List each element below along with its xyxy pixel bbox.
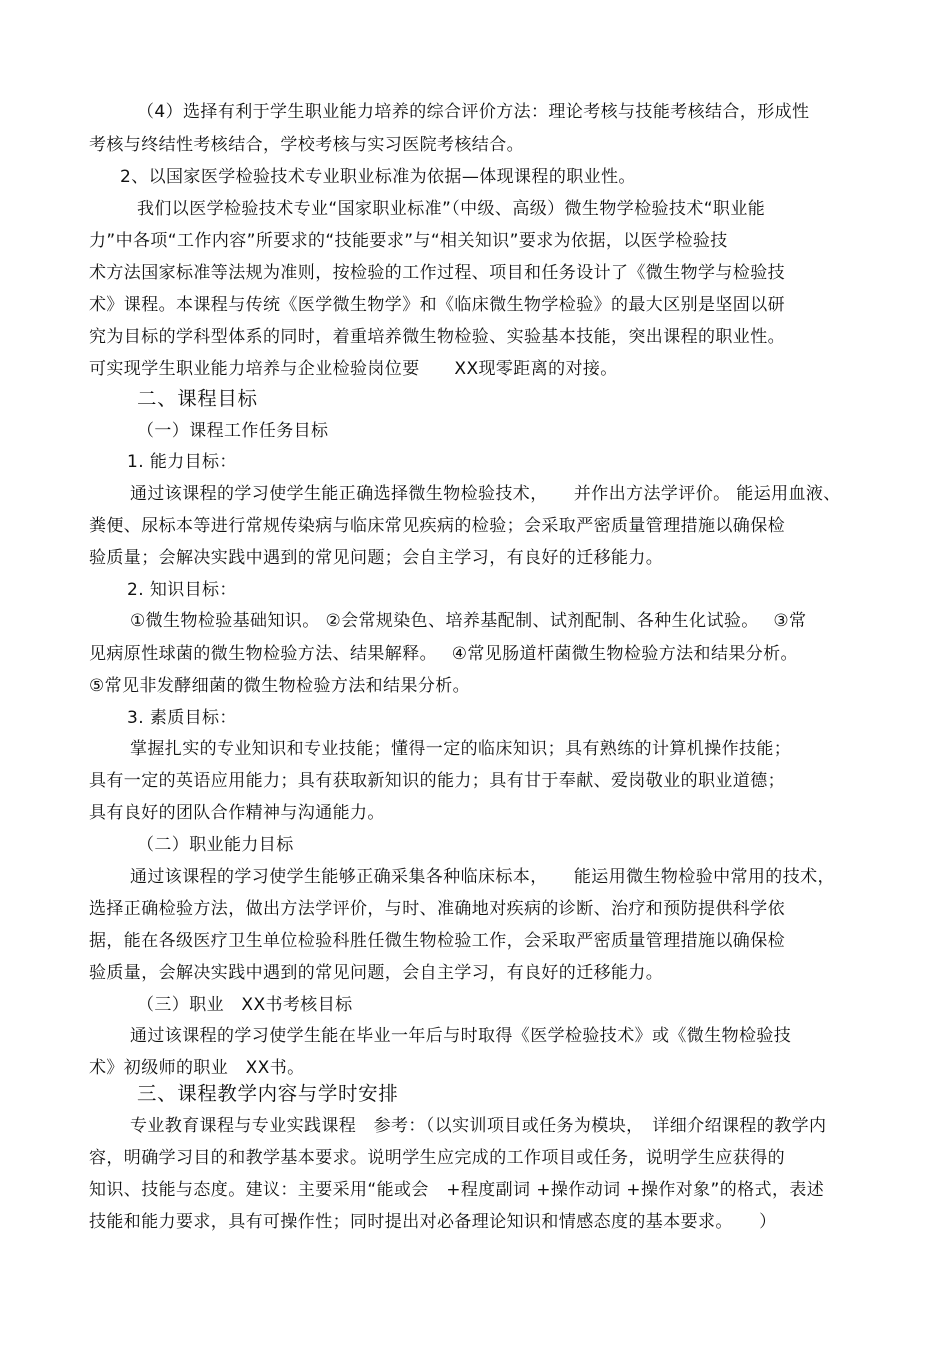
text-line: 通过该课程的学习使学生能在毕业一年后与时取得《医学检验技术》或《微生物检验技 bbox=[130, 1026, 792, 1046]
text-line: 见病原性球菌的微生物检验方法、结果解释。 ④常见肠道杆菌微生物检验方法和结果分析。 bbox=[89, 644, 798, 664]
subsection-heading: （二）职业能力目标 bbox=[137, 835, 294, 855]
text-line: 通过该课程的学习使学生能够正确采集各种临床标本， 能运用微生物检验中常用的技术， bbox=[130, 867, 835, 887]
item-heading: 2. 知识目标： bbox=[127, 580, 237, 600]
text-line: 具有一定的英语应用能力；具有获取新知识的能力；具有甘于奉献、爱岗敬业的职业道德； bbox=[89, 771, 785, 791]
text-line: 可实现学生职业能力培养与企业检验岗位要 XX现零距离的对接。 bbox=[89, 359, 618, 379]
text-line: ⑤常见非发酵细菌的微生物检验方法和结果分析。 bbox=[89, 676, 471, 696]
subsection-heading: （一）课程工作任务目标 bbox=[137, 421, 329, 441]
text-line: 2、以国家医学检验技术专业职业标准为依据—体现课程的职业性。 bbox=[120, 167, 636, 187]
item-heading: 1. 能力目标： bbox=[127, 452, 237, 472]
text-line: ①微生物检验基础知识。 ②会常规染色、培养基配制、试剂配制、各种生化试验。 ③常 bbox=[130, 611, 807, 631]
text-line: 验质量，会解决实践中遇到的常见问题，会自主学习，有良好的迁移能力。 bbox=[89, 963, 664, 983]
item-heading: 3. 素质目标： bbox=[127, 708, 237, 728]
text-line: 究为目标的学科型体系的同时，着重培养微生物检验、实验基本技能，突出课程的职业性。 bbox=[89, 327, 785, 347]
section-heading: 二、课程目标 bbox=[137, 387, 258, 410]
text-line: 我们以医学检验技术专业“国家职业标准”（中级、高级）微生物学检验技术“职业能 bbox=[137, 199, 766, 219]
text-line: 选择正确检验方法，做出方法学评价，与时、准确地对疾病的诊断、治疗和预防提供科学依 bbox=[89, 899, 785, 919]
text-line: （4）选择有利于学生职业能力培养的综合评价方法：理论考核与技能考核结合，形成性 bbox=[137, 102, 810, 122]
text-line: 考核与终结性考核结合，学校考核与实习医院考核结合。 bbox=[89, 135, 524, 155]
text-line: 专业教育课程与专业实践课程 参考：（以实训项目或任务为模块， 详细介绍课程的教学内 bbox=[130, 1116, 827, 1136]
text-line: 术》课程。本课程与传统《医学微生物学》和《临床微生物学检验》的最大区别是坚固以研 bbox=[89, 295, 785, 315]
text-line: 掌握扎实的专业知识和专业技能；懂得一定的临床知识；具有熟练的计算机操作技能； bbox=[130, 739, 792, 759]
text-line: 据，能在各级医疗卫生单位检验科胜任微生物检验工作，会采取严密质量管理措施以确保检 bbox=[89, 931, 785, 951]
text-line: 粪便、尿标本等进行常规传染病与临床常见疾病的检验；会采取严密质量管理措施以确保检 bbox=[89, 516, 785, 536]
text-line: 知识、技能与态度。建议：主要采用“能或会 +程度副词 +操作动词 +操作对象”的格式，表述 bbox=[89, 1180, 825, 1200]
text-line: 具有良好的团队合作精神与沟通能力。 bbox=[89, 803, 385, 823]
text-line: 力”中各项“工作内容”所要求的“技能要求”与“相关知识”要求为依据，以医学检验技 bbox=[89, 231, 728, 251]
text-line: 验质量；会解决实践中遇到的常见问题；会自主学习，有良好的迁移能力。 bbox=[89, 548, 664, 568]
text-line: 术方法国家标准等法规为准则，按检验的工作过程、项目和任务设计了《微生物学与检验技 bbox=[89, 263, 785, 283]
text-line: 通过该课程的学习使学生能正确选择微生物检验技术， 并作出方法学评价。 能运用血液、 bbox=[130, 484, 841, 504]
text-line: 技能和能力要求，具有可操作性；同时提出对必备理论知识和情感态度的基本要求。 ） bbox=[89, 1212, 777, 1232]
text-line: 术》初级师的职业 XX书。 bbox=[89, 1058, 305, 1078]
subsection-heading: （三）职业 XX书考核目标 bbox=[137, 995, 353, 1015]
text-line: 容，明确学习目的和教学基本要求。说明学生应完成的工作项目或任务，说明学生应获得的 bbox=[89, 1148, 785, 1168]
section-heading: 三、课程教学内容与学时安排 bbox=[137, 1082, 399, 1105]
